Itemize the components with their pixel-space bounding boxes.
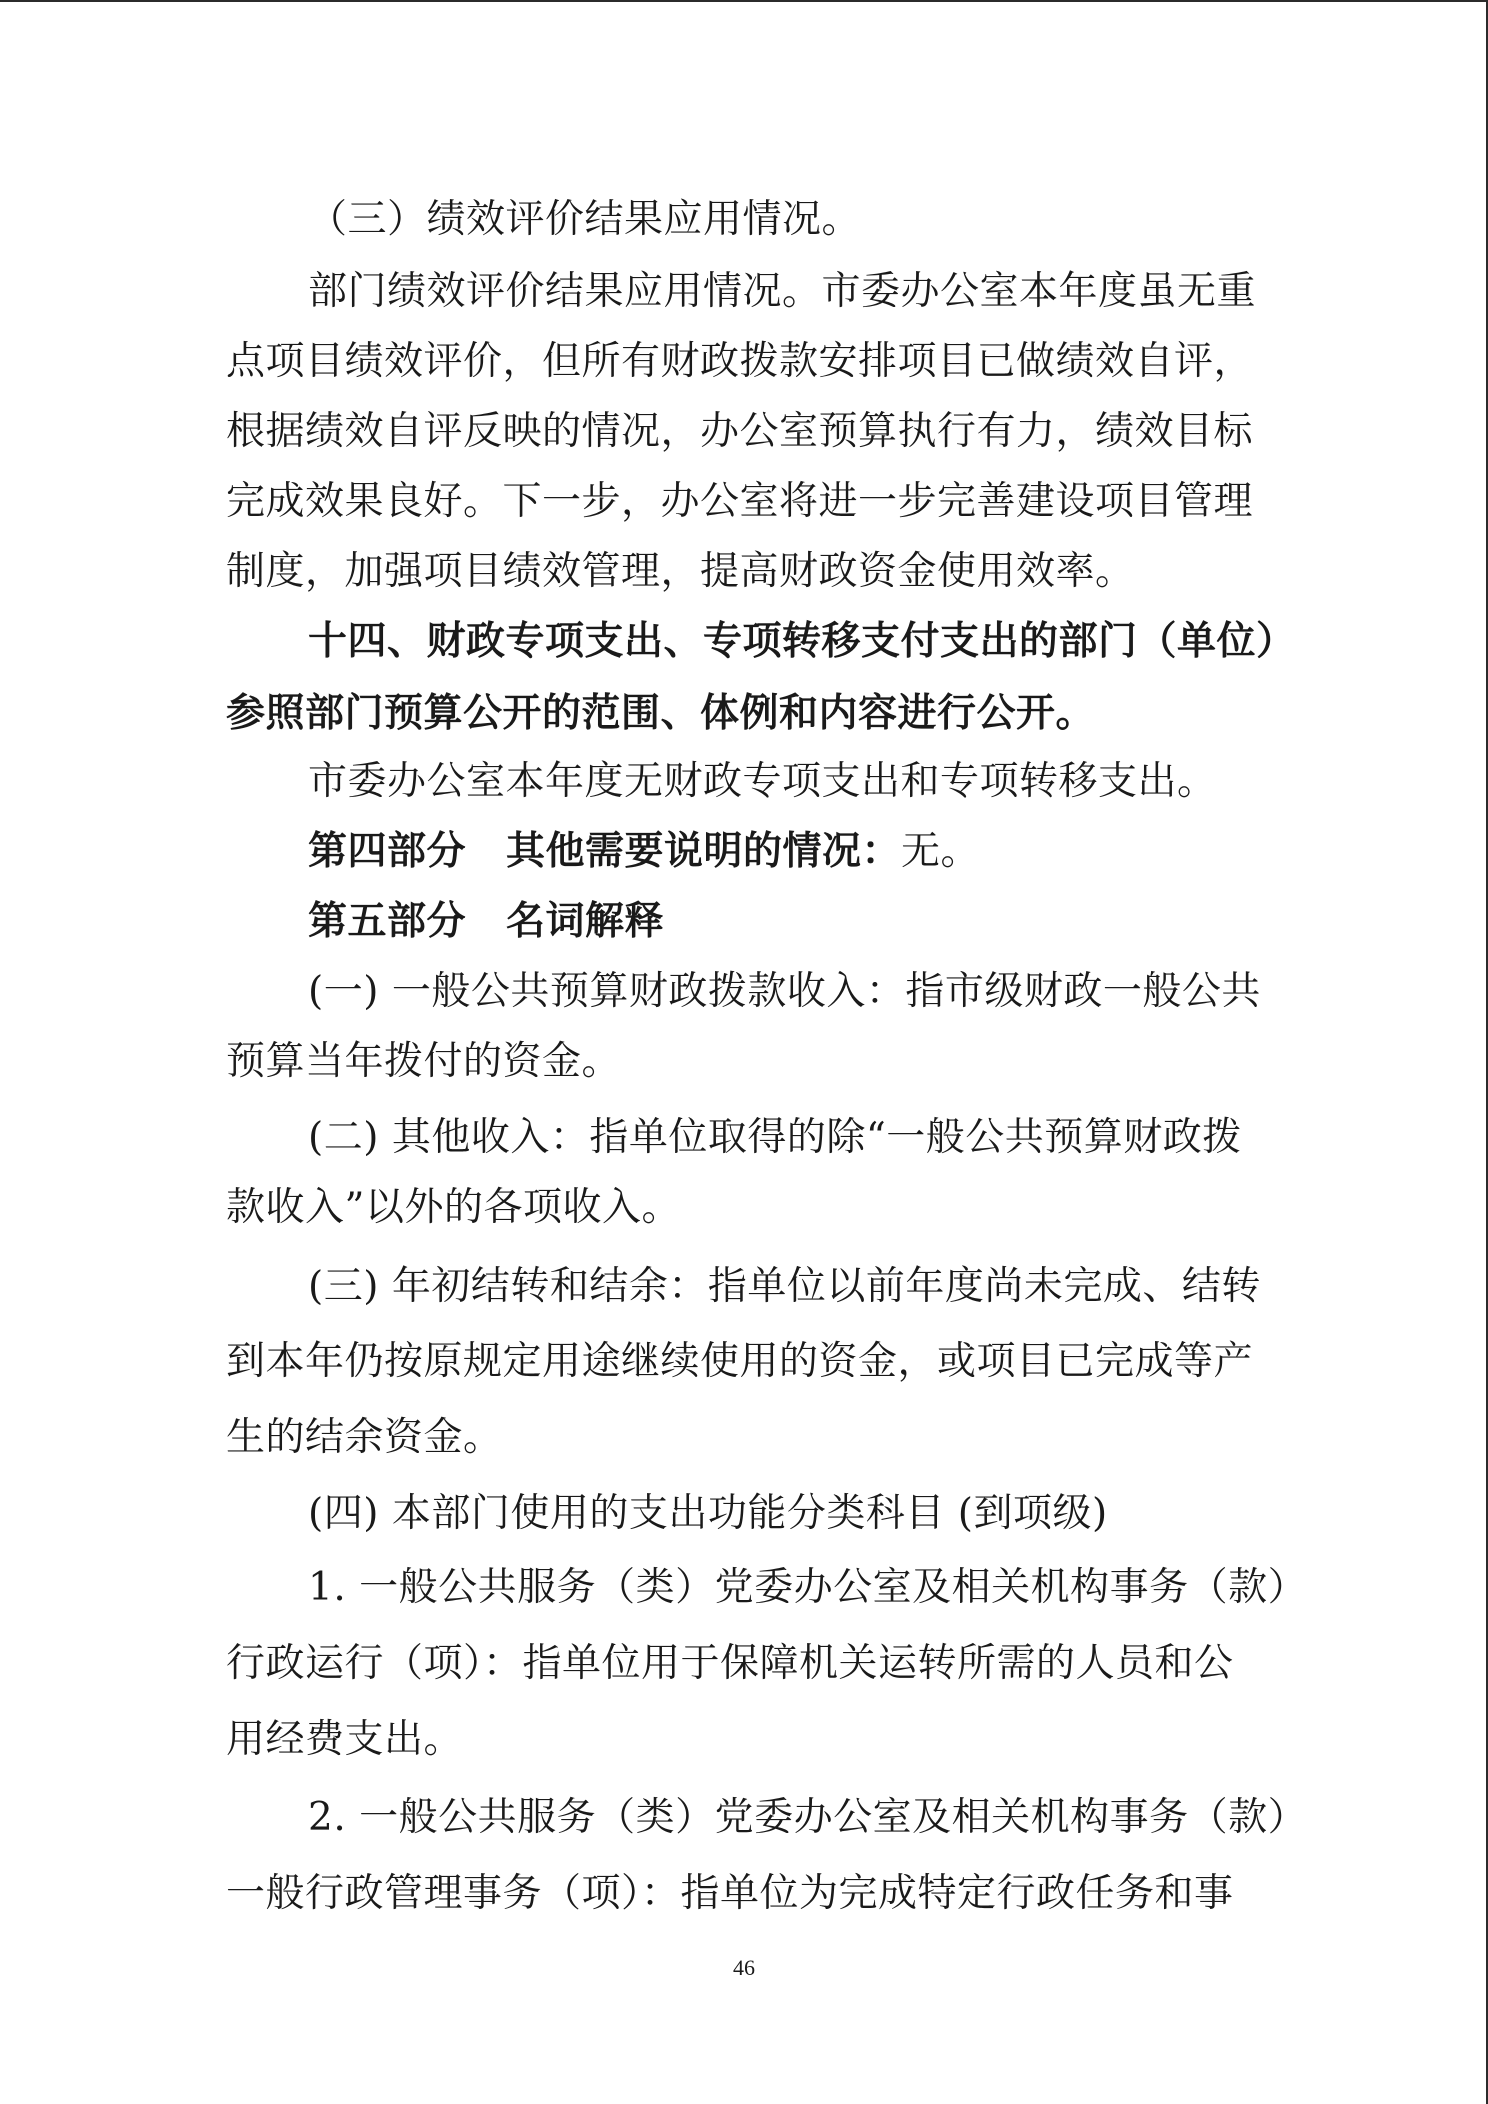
definition-line: 生的结余资金。 — [226, 1415, 503, 1460]
page-number: 46 — [733, 1955, 755, 1980]
definition-line: 预算当年拨付的资金。 — [226, 1039, 622, 1084]
definition-line: 用经费支出。 — [226, 1717, 464, 1762]
definition-line: 行政运行（项）：指单位用于保障机关运转所需的人员和公 — [226, 1641, 1234, 1686]
section-heading-14-cont: 参照部门预算公开的范围、体例和内容进行公开。 — [226, 691, 1096, 736]
part-four-line — [308, 822, 1488, 882]
paragraph-line: 根据绩效自评反映的情况，办公室预算执行有力，绩效目标 — [226, 409, 1254, 454]
definition-line: (一) 一般公共预算财政拨款收入：指市级财政一般公共 — [308, 969, 1261, 1014]
definition-line: 一般行政管理事务（项）：指单位为完成特定行政任务和事 — [226, 1871, 1234, 1916]
top-border — [0, 0, 1488, 2]
paragraph-line: 点项目绩效评价，但所有财政拨款安排项目已做绩效自评， — [226, 339, 1254, 384]
subheading-3: （三）绩效评价结果应用情况。 — [308, 197, 862, 242]
part-four-heading: 其他需要说明的情况： — [506, 829, 902, 874]
definition-line: 款收入”以外的各项收入。 — [226, 1185, 681, 1230]
definition-line: (四) 本部门使用的支出功能分类科目 (到项级) — [308, 1491, 1108, 1536]
definition-line: (二) 其他收入：指单位取得的除“一般公共预算财政拨 — [308, 1115, 1242, 1160]
part-five-title: 第五部分 — [308, 899, 467, 944]
paragraph-line: 市委办公室本年度无财政专项支出和专项转移支出。 — [308, 759, 1217, 804]
definition-line: 2. 一般公共服务（类）党委办公室及相关机构事务（款） — [308, 1795, 1308, 1840]
part-four-content: 无。 — [901, 829, 981, 874]
definition-line: (三) 年初结转和结余：指单位以前年度尚未完成、结转 — [308, 1264, 1261, 1309]
paragraph-line: 完成效果良好。下一步，办公室将进一步完善建设项目管理 — [226, 479, 1254, 524]
paragraph-line: 制度，加强项目绩效管理，提高财政资金使用效率。 — [226, 549, 1135, 594]
paragraph-line: 部门绩效评价结果应用情况。市委办公室本年度虽无重 — [308, 269, 1257, 314]
definition-line: 到本年仍按原规定用途继续使用的资金，或项目已完成等产 — [226, 1339, 1254, 1384]
part-five-line — [308, 892, 1488, 952]
part-five-heading: 名词解释 — [506, 899, 665, 944]
section-heading-14: 十四、财政专项支出、专项转移支付支出的部门（单位） — [308, 619, 1296, 664]
definition-line: 1. 一般公共服务（类）党委办公室及相关机构事务（款） — [308, 1565, 1308, 1610]
part-four-title: 第四部分 — [308, 829, 467, 874]
